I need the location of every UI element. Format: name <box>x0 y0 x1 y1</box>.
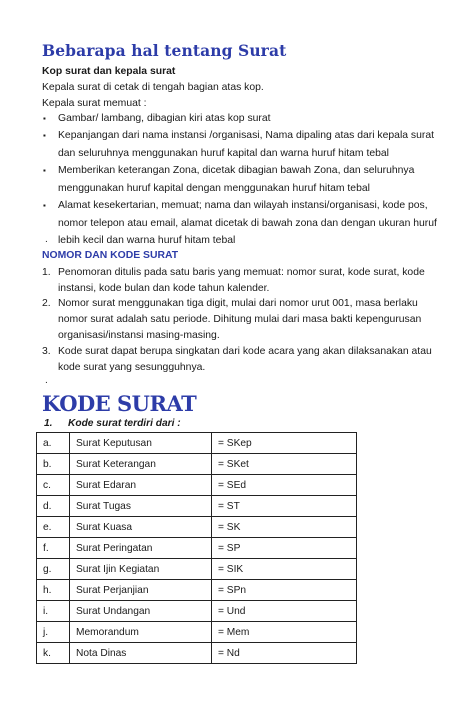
kop-heading: Kop surat dan kepala surat <box>42 66 176 77</box>
table-row <box>37 622 357 643</box>
table-cell: a. <box>37 433 70 454</box>
table-cell: = SEd <box>212 475 357 496</box>
table-cell: c. <box>37 475 70 496</box>
table-cell: d. <box>37 496 70 517</box>
table-cell: = SP <box>212 538 357 559</box>
table-cell: Surat Edaran <box>70 475 212 496</box>
stray-dot: . <box>45 375 48 386</box>
table-cell: = Und <box>212 601 357 622</box>
table-cell: Surat Perjanjian <box>70 580 212 601</box>
table-row <box>37 475 357 496</box>
table-cell: = SKet <box>212 454 357 475</box>
table-row <box>37 517 357 538</box>
table-cell: b. <box>37 454 70 475</box>
table-cell: Surat Tugas <box>70 496 212 517</box>
kode-surat-table <box>36 432 357 664</box>
table-cell: = ST <box>212 496 357 517</box>
table-cell: Surat Undangan <box>70 601 212 622</box>
table-caption: 1. Kode surat terdiri dari : <box>44 418 181 429</box>
section-heading: NOMOR DAN KODE SURAT <box>42 250 179 261</box>
table-cell: i. <box>37 601 70 622</box>
table-cell: = Mem <box>212 622 357 643</box>
table-cell: = Nd <box>212 643 357 664</box>
table-cell: f. <box>37 538 70 559</box>
table-cell: Nota Dinas <box>70 643 212 664</box>
page-title: Bebarapa hal tentang Surat <box>42 41 287 60</box>
table-row <box>37 559 357 580</box>
bullet-square-icon: ▪ <box>43 201 46 210</box>
table-cell: Memorandum <box>70 622 212 643</box>
table-cell: g. <box>37 559 70 580</box>
kop-line-2: Kepala surat memuat : <box>42 98 147 109</box>
table-cell: Surat Keterangan <box>70 454 212 475</box>
table-row <box>37 580 357 601</box>
table-row <box>37 433 357 454</box>
bullet-square-icon: ▪ <box>43 166 46 175</box>
bullet-square-icon: ▪ <box>43 114 46 123</box>
kode-surat-heading: KODE SURAT <box>42 391 197 416</box>
table-row <box>37 643 357 664</box>
table-cell: Surat Kuasa <box>70 517 212 538</box>
table-cell: Surat Ijin Kegiatan <box>70 559 212 580</box>
table-cell: = SKep <box>212 433 357 454</box>
table-cell: Surat Keputusan <box>70 433 212 454</box>
table-row <box>37 538 357 559</box>
table-cell: = SK <box>212 517 357 538</box>
table-cell: h. <box>37 580 70 601</box>
table-cell: Surat Peringatan <box>70 538 212 559</box>
table-cell: = SPn <box>212 580 357 601</box>
table-cell: = SIK <box>212 559 357 580</box>
kop-line-1: Kepala surat di cetak di tengah bagian atas kop. <box>42 82 264 93</box>
table-row <box>37 454 357 475</box>
table-cell: j. <box>37 622 70 643</box>
stray-dot: . <box>45 234 48 245</box>
table-cell: e. <box>37 517 70 538</box>
table-cell: k. <box>37 643 70 664</box>
table-row <box>37 496 357 517</box>
bullet-square-icon: ▪ <box>43 131 46 140</box>
table-row <box>37 601 357 622</box>
document-page: Bebarapa hal tentang Surat Kop surat dan kepala surat Kepala surat di cetak di tengah bagian atas kop. Kepala surat memuat : ▪ Gambar/ lambang, dibagian kiri atas kop surat ▪ Kepanjangan dari nama instansi /organisasi, Nama dipaling atas dari kepala surat dan seluruhnya menggunakan huruf kapital dan warna huruf hitam tebal ▪ Memberikan keterangan Zona, dicetak dibagian bawah Zona, dan seluruhnya menggunakan huruf kapital dengan menggunakan huruf hitam tebal ▪ Alamat kesekertarian, memuat; nama dan wilayah instansi/organisasi, kode pos, nomor telepon atau email, alamat dicetak di bawah zona dan dengan ukuran huruf lebih kecil dan warna huruf hitam tebal . NOMOR DAN KODE SURAT 1. Penomoran ditulis pada satu baris yang memuat: nomor surat, kode surat, kode instansi, kode bulan dan kode tahun kalender. 2. Nomor surat menggunakan tiga digit, mulai dari nomor urut 001, masa berlaku nomor surat adalah satu periode. Dihitung mulai dari masa bakti kepengurusan organisasi/instansi masing-masing. 3. Kode surat dapat berupa singkatan dari kode acara yang akan dilaksanakan atau kode surat yang sesungguhnya. . KODE SURAT 1. Kode surat terdiri dari : a. Surat Keputusan = SKep b. Surat Keterangan = SKet c. Surat Edaran = SEd d. Surat Tugas = ST e. Surat Kuasa = SK f. Surat Peringatan = SP g. Surat Ijin Kegiatan = SIK h. Surat Perjanjian = SPn i. Surat Undangan = Und j. Memorandum = Mem k. Nota Dinas = Nd <box>0 0 474 724</box>
